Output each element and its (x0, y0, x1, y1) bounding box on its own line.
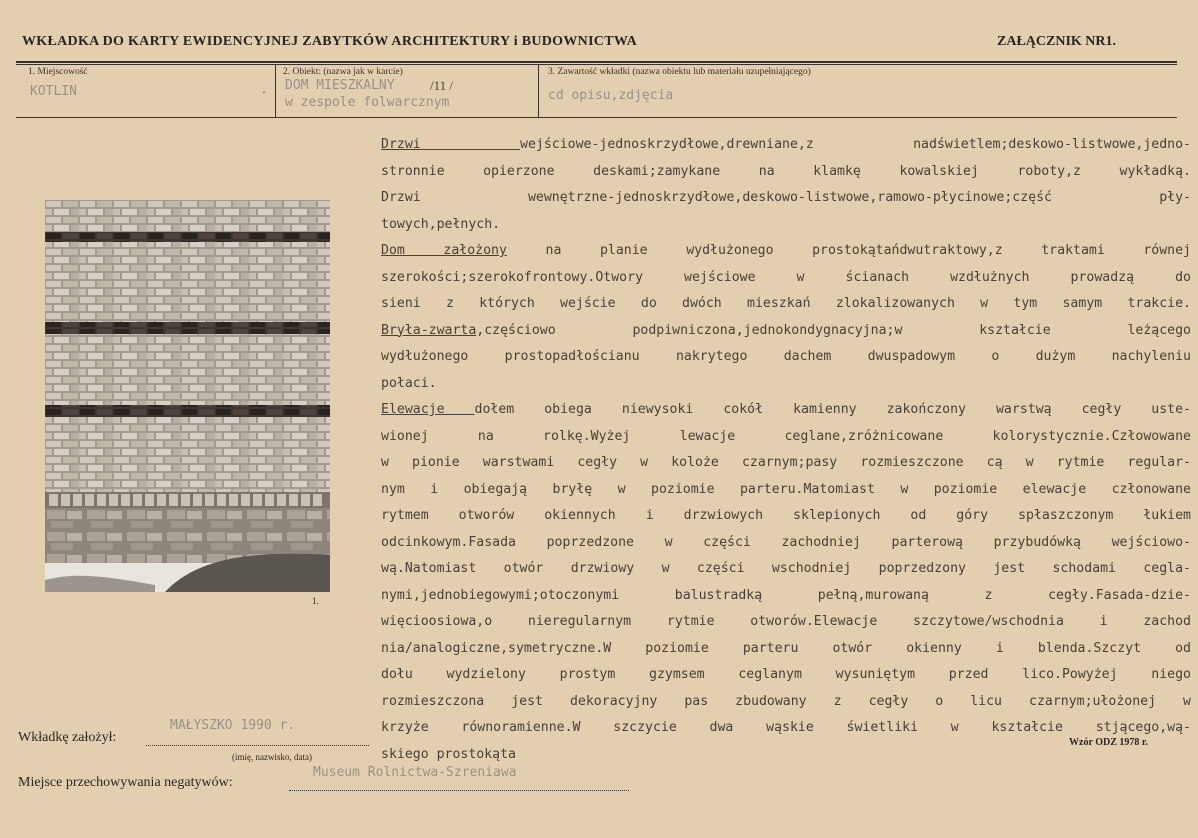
field-locality-label: 1. Miejscowość (28, 67, 88, 77)
template-version: Wzór ODZ 1978 r. (1069, 737, 1148, 748)
form-title: WKŁADKA DO KARTY EWIDENCYJNEJ ZABYTKÓW ARCHITEKTURY i BUDOWNICTWA (22, 34, 638, 49)
body-line (381, 503, 1191, 530)
body-line (381, 397, 1191, 424)
body-line (381, 344, 1191, 371)
body-line-text: dołem obiega niewysoki cokół kamienny zakończony warstwą cegły uste- (474, 402, 1191, 417)
photo-number: 1. (312, 596, 319, 606)
body-line (381, 530, 1191, 557)
made-by-hint: (imię, nazwisko, data) (232, 752, 312, 762)
body-line-text: stronnie opierzone deskami;zamykane na klamkę kowalskiej roboty,z wykładką. (381, 163, 1191, 179)
field-object-value-line1: DOM MIESZKALNY (285, 78, 395, 93)
body-line (381, 450, 1191, 477)
body-line-text: sieni z których wejście do dwóch mieszkań zlokalizowanych w tym samym trakcie. (381, 296, 1191, 311)
body-line-text: na planie wydłużonego prostokątańdwutraktowy,z traktami równej (506, 243, 1191, 258)
body-line-text: wionej na rolkę.Wyżej lewacje ceglane,zróżnicowane kolorystycznie.Człowowane (381, 428, 1191, 444)
attachment-number: ZAŁĄCZNIK NR1. (997, 34, 1117, 49)
body-line-text: krzyże równoramienne.W szczycie dwa wąskie świetliki w kształcie stjącego,wą- (381, 720, 1191, 735)
body-line-text: skiego prostokąta (381, 746, 516, 762)
body-line (381, 477, 1191, 504)
field-object-number: /11 / (430, 78, 453, 93)
photo-brick-wall (45, 200, 330, 592)
body-line-text: wą.Natomiast otwór drzwiowy w części wschodniej poprzedzony jest schodami cegla- (381, 561, 1191, 576)
body-line-text: rytmem otworów okiennych i drzwiowych sklepionych od góry spłaszczonym łukiem (381, 508, 1191, 523)
body-line-text: rozmieszczona jest dekoracyjny pas zbudowany z cegły o licu czarnym;ułożonej w (381, 693, 1191, 709)
body-line (381, 689, 1191, 716)
body-line (381, 238, 1191, 265)
field-object-label: 2. Obiekt: (nazwa jak w karcie) (283, 67, 403, 77)
negatives-label: Miejsce przechowywania negatywów: (18, 775, 233, 790)
made-by-value: MAŁYSZKO 1990 r. (170, 718, 296, 733)
body-line-text: w pionie warstwami cegły w koloże czarnym;pasy rozmieszczone cą w rytmie regular- (381, 455, 1191, 470)
body-line (381, 265, 1191, 292)
body-line-heading: Drzwi (381, 137, 521, 152)
body-line (381, 424, 1191, 451)
body-line-heading: Bryła-zwarta (381, 322, 477, 338)
field-content-label: 3. Zawartość wkładki (nazwa obiektu lub materiału uzupełniającego) (548, 67, 811, 77)
body-line (381, 212, 1191, 239)
body-line (381, 185, 1191, 212)
body-line (381, 662, 1191, 689)
negatives-dotted-line (289, 790, 629, 791)
body-line-heading: Elewacje (381, 402, 475, 417)
body-line (381, 636, 1191, 663)
body-line-text: szerokości;szerokofrontowy.Otwory wejściowe w ścianach wzdłużnych prowadzą do (381, 269, 1191, 285)
body-line (381, 556, 1191, 583)
negatives-value: Museum Rolnictwa-Szreniawa (313, 765, 517, 780)
body-line-text: więcioosiowa,o nieregularnym rytmie otworów.Elewacje szczytowe/wschodnia i zachod (381, 614, 1191, 629)
body-line (381, 583, 1191, 610)
header-divider-top (16, 61, 1177, 63)
fields-divider-bottom (16, 117, 1177, 118)
body-line (381, 318, 1191, 345)
body-line (381, 291, 1191, 318)
body-line-heading: Dom założony (381, 243, 507, 258)
body-line-text: połaci. (381, 375, 437, 391)
made-by-label: Wkładkę założył: (18, 730, 117, 745)
body-line-text: nia/analogiczne,symetryczne.W poziomie parteru otwór okienny i blenda.Szczyt od (381, 640, 1191, 656)
field-locality-mark: · (262, 85, 266, 99)
body-line-text: wejściowe-jednoskrzydłowe,drewniane,z nadświetlem;deskowo-listwowe,jedno- (520, 137, 1191, 152)
field-divider-1 (275, 64, 276, 117)
body-line (381, 132, 1191, 159)
field-content-value: cd opisu,zdjęcia (548, 88, 674, 103)
body-line-text: wydłużonego prostopadłościanu nakrytego dachem dwuspadowym o dużym nachyleniu (381, 349, 1191, 364)
field-locality-value: KOTLIN (30, 84, 77, 99)
body-line (381, 159, 1191, 186)
body-line-text: odcinkowym.Fasada poprzedzone w części zachodniej parterową przybudówką wejściowo- (381, 534, 1191, 550)
header-divider-mid (16, 64, 1177, 65)
body-line-text: dołu wydzielony prostym gzymsem ceglanym wysuniętym przed lico.Powyżej niego (381, 667, 1191, 682)
body-line-text: ,częściowo podpiwniczona,jednokondygnacyjna;w kształcie leżącego (476, 322, 1191, 338)
body-line (381, 609, 1191, 636)
photo-brick-wall-image (45, 200, 330, 592)
body-line (381, 371, 1191, 398)
body-line-text: nymi,jednobiegowymi;otoczonymi balustradką pełną,murowaną z cegły.Fasada-dzie- (381, 587, 1191, 603)
body-line-text: Drzwi wewnętrzne-jednoskrzydłowe,deskowo-listwowe,ramowo-płycinowe;część pły- (381, 190, 1191, 205)
field-object-value-line2: w zespole folwarcznym (285, 95, 450, 110)
field-divider-2 (538, 64, 539, 117)
made-by-dotted-line (146, 745, 369, 746)
body-line-text: nym i obiegają bryłę w poziomie parteru.Matomiast w poziomie elewacje członowane (381, 481, 1191, 497)
description-body (381, 132, 1191, 768)
body-line-text: towych,pełnych. (381, 216, 501, 232)
